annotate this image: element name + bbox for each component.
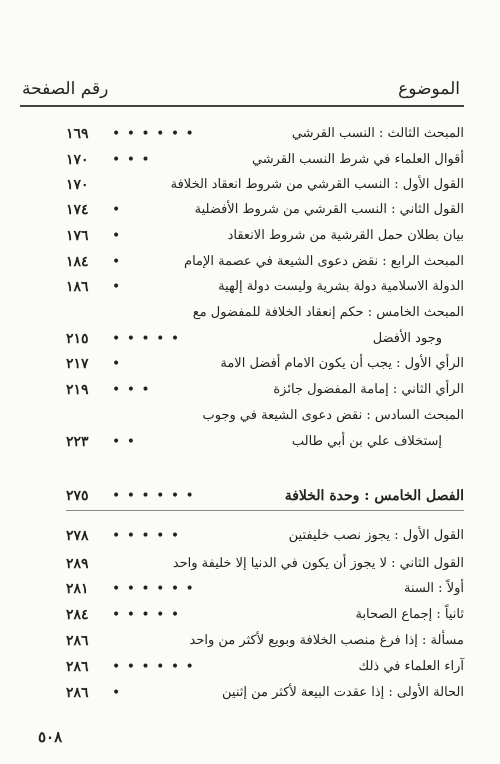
toc-page-number: ٢٨٦ (66, 659, 89, 675)
toc-page-number: ١٧٤ (66, 202, 89, 218)
toc-leader-dots: • (112, 279, 122, 295)
toc-entry-title: المبحث السادس : نقض دعوى الشيعة في وجوب (202, 408, 464, 423)
toc-entry-title: إستخلاف علي بن أبي طالب (291, 434, 442, 449)
chapter-rule (66, 510, 464, 511)
toc-entry-title: القول الثاني : النسب القرشي من شروط الأفضلية (194, 202, 464, 217)
toc-leader-dots: • (112, 202, 122, 218)
header-rule (20, 105, 464, 107)
toc-leader-dots: • • • • • (112, 331, 181, 347)
folio-page-number: ٥٠٨ (38, 728, 63, 746)
toc-leader-dots: • • • • • • (112, 126, 195, 142)
toc-page-number: ١٧٠ (66, 177, 89, 193)
toc-page-number: ٢١٧ (66, 356, 89, 372)
toc-page-number: ١٨٤ (66, 254, 89, 270)
toc-entry-title: ثانياً : إجماع الصحابة (355, 607, 464, 622)
toc-leader-dots: • • • • • • (112, 488, 195, 504)
toc-entry (66, 276, 464, 298)
toc-entry-title: القول الثاني : لا يجوز أن يكون في الدنيا إلا خليفة واحد (172, 556, 464, 571)
toc-entry (66, 656, 464, 678)
subject-column-header: الموضوع (398, 79, 460, 99)
toc-leader-dots: • • • • • • (112, 659, 195, 675)
toc-page-number: ٢١٥ (66, 331, 89, 347)
toc-leader-dots: • • • (112, 382, 151, 398)
toc-entry-title: وجود الأفضل (372, 331, 442, 346)
toc-entry-title: بيان بطلان حمل القرشية من شروط الانعقاد (227, 228, 464, 243)
toc-leader-dots: • • • • • (112, 528, 181, 544)
toc-page-number: ٢١٩ (66, 382, 89, 398)
toc-entry (66, 682, 464, 704)
toc-entry-title: القول الأول : النسب القرشي من شروط انعقاد الخلافة (170, 177, 464, 192)
toc-page-number: ٢٨١ (66, 581, 89, 597)
toc-leader-dots: • (112, 356, 122, 372)
toc-entry (66, 174, 464, 196)
toc-entry (66, 328, 442, 350)
toc-leader-dots: • • • • • • (112, 581, 195, 597)
toc-entry (66, 302, 464, 324)
toc-page-number: ٢٨٩ (66, 556, 89, 572)
toc-entry-title: آراء العلماء في ذلك (358, 659, 464, 674)
toc-entry (66, 578, 464, 600)
toc-leader-dots: • (112, 254, 122, 270)
page-number-column-header: رقم الصفحة (22, 79, 109, 99)
toc-entry (66, 630, 464, 652)
toc-entry (66, 251, 464, 273)
toc-entry (66, 149, 464, 171)
toc-entry (66, 525, 464, 547)
toc-page-number: ٢٢٣ (66, 434, 89, 450)
toc-leader-dots: • • (112, 434, 136, 450)
toc-page-number: ٢٧٥ (66, 488, 89, 504)
toc-entry (66, 199, 464, 221)
toc-entry-title: الدولة الاسلامية دولة بشرية وليست دولة إلهية (218, 279, 464, 294)
toc-entry-title: أقوال العلماء في شرط النسب القرشي (251, 152, 464, 167)
toc-page-number: ٢٨٤ (66, 607, 89, 623)
toc-page-number: ١٧٦ (66, 228, 89, 244)
toc-entry (66, 431, 442, 453)
toc-page-number: ١٧٠ (66, 152, 89, 168)
toc-entry-title: مسألة : إذا فرغ منصب الخلافة وبويع لأكثر من واحد (189, 633, 464, 648)
toc-entry-title: المبحث الثالث : النسب القرشي (291, 126, 464, 141)
toc-entry-title: المبحث الخامس : حكم إنعقاد الخلافة للمفضول مع (192, 305, 464, 320)
toc-page-number: ١٨٦ (66, 279, 89, 295)
toc-entry (66, 405, 464, 427)
toc-entry-title: الحالة الأولى : إذا عقدت البيعة لأكثر من إثنين (222, 685, 464, 700)
toc-leader-dots: • • • • • (112, 607, 181, 623)
toc-entry (66, 379, 464, 401)
toc-page-number: ٢٧٨ (66, 528, 89, 544)
toc-chapter-title: الفصل الخامس : وحدة الخلافة (284, 488, 464, 504)
toc-entry (66, 123, 464, 145)
toc-entry-title: القول الأول : يجوز نصب خليفتين (288, 528, 464, 543)
toc-entry (66, 353, 464, 375)
toc-entry-title: المبحث الرابع : نقض دعوى الشيعة في عصمة الإمام (184, 254, 464, 269)
toc-page-number: ٢٨٦ (66, 633, 89, 649)
toc-chapter-entry (66, 485, 464, 507)
toc-entry-title: أولاً : السنة (403, 581, 464, 596)
toc-leader-dots: • • • (112, 152, 151, 168)
toc-entry (66, 225, 464, 247)
toc-entry-title: الرأي الأول : يجب أن يكون الامام أفضل الامة (220, 356, 464, 371)
toc-leader-dots: • (112, 228, 122, 244)
toc-page-number: ٢٨٦ (66, 685, 89, 701)
toc-entry (66, 604, 464, 626)
toc-leader-dots: • (112, 685, 122, 701)
toc-entry-title: الرأي الثاني : إمامة المفضول جائزة (273, 382, 464, 397)
toc-page-number: ١٦٩ (66, 126, 89, 142)
toc-entry (66, 553, 464, 575)
